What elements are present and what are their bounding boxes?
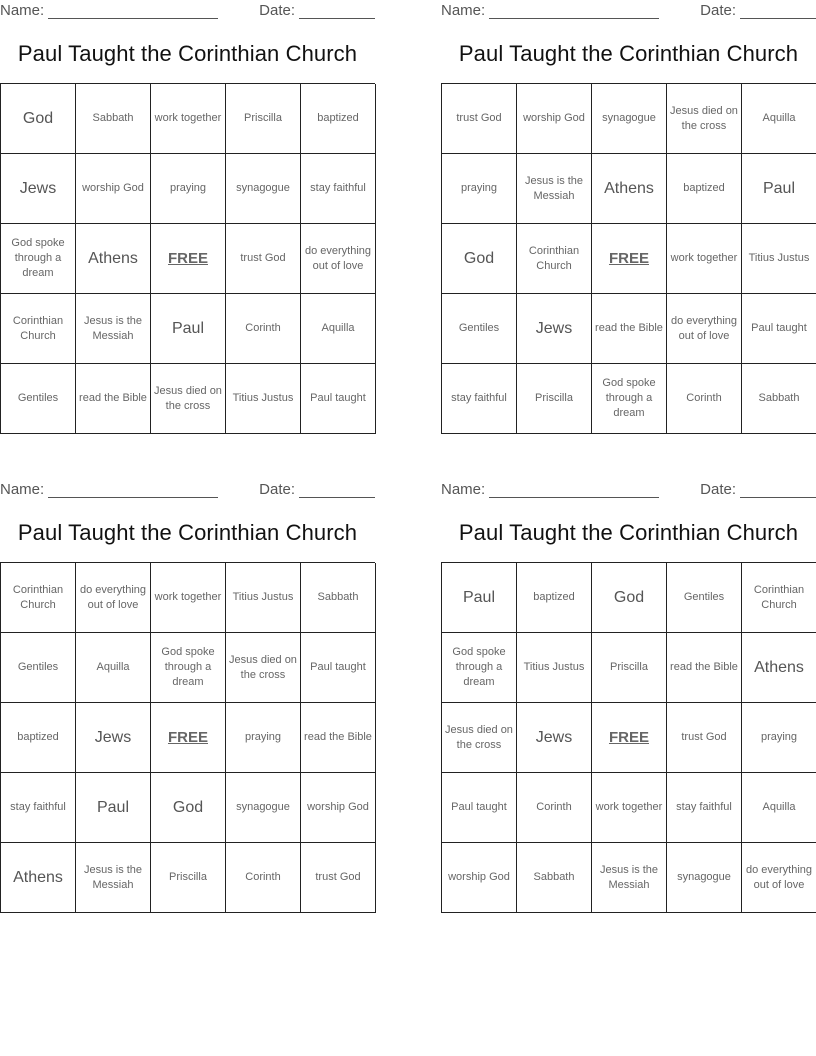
bingo-cell[interactable]: worship God xyxy=(517,84,592,154)
bingo-cell[interactable]: Priscilla xyxy=(226,84,301,154)
bingo-cell[interactable]: Gentiles xyxy=(1,364,76,434)
bingo-cell[interactable]: work together xyxy=(151,563,226,633)
bingo-cell[interactable]: read the Bible xyxy=(592,294,667,364)
card-header xyxy=(441,479,816,501)
card-header xyxy=(0,479,375,501)
bingo-cell[interactable]: work together xyxy=(151,84,226,154)
bingo-cell[interactable]: do everything out of love xyxy=(301,224,376,294)
bingo-cell[interactable]: Jesus is the Messiah xyxy=(592,843,667,913)
card-title: Paul Taught the Corinthian Church xyxy=(17,41,358,66)
card-header xyxy=(0,0,375,22)
bingo-cell[interactable]: Jews xyxy=(1,154,76,224)
bingo-cell[interactable]: read the Bible xyxy=(301,703,376,773)
bingo-cell[interactable]: Sabbath xyxy=(742,364,816,434)
bingo-cell[interactable]: trust God xyxy=(301,843,376,913)
bingo-cell[interactable]: worship God xyxy=(301,773,376,843)
date-label: Date: xyxy=(259,481,295,498)
bingo-cell[interactable]: trust God xyxy=(442,84,517,154)
bingo-cell[interactable]: baptized xyxy=(301,84,376,154)
bingo-cell[interactable]: Jesus is the Messiah xyxy=(76,843,151,913)
bingo-cell[interactable]: Paul taught xyxy=(742,294,816,364)
bingo-card xyxy=(441,479,816,913)
bingo-cell[interactable]: worship God xyxy=(76,154,151,224)
bingo-cell[interactable]: Paul xyxy=(742,154,816,224)
bingo-cell[interactable]: stay faithful xyxy=(667,773,742,843)
bingo-cell[interactable]: Titius Justus xyxy=(517,633,592,703)
bingo-grid xyxy=(0,83,375,434)
bingo-cell[interactable]: Priscilla xyxy=(517,364,592,434)
bingo-cell[interactable]: Aquilla xyxy=(742,84,816,154)
bingo-cell[interactable]: Jesus is the Messiah xyxy=(76,294,151,364)
bingo-cell[interactable]: read the Bible xyxy=(76,364,151,434)
bingo-cell[interactable]: Jesus died on the cross xyxy=(667,84,742,154)
date-label: Date: xyxy=(700,2,736,19)
bingo-cell[interactable]: Gentiles xyxy=(442,294,517,364)
bingo-cell[interactable]: Paul xyxy=(76,773,151,843)
bingo-cell[interactable]: Corinthian Church xyxy=(1,563,76,633)
bingo-cell[interactable]: stay faithful xyxy=(301,154,376,224)
bingo-cell[interactable]: God spoke through a dream xyxy=(151,633,226,703)
bingo-cell[interactable]: Jesus died on the cross xyxy=(226,633,301,703)
bingo-card xyxy=(0,479,375,913)
bingo-cell[interactable]: do everything out of love xyxy=(742,843,816,913)
card-title: Paul Taught the Corinthian Church xyxy=(17,520,358,545)
date-label: Date: xyxy=(259,2,295,19)
name-blank-line[interactable] xyxy=(48,18,218,19)
bingo-cell[interactable]: Paul taught xyxy=(301,364,376,434)
bingo-cell[interactable]: Titius Justus xyxy=(742,224,816,294)
bingo-cell[interactable]: praying xyxy=(151,154,226,224)
bingo-cell[interactable]: Sabbath xyxy=(301,563,376,633)
bingo-cell[interactable]: Corinth xyxy=(226,294,301,364)
bingo-cell[interactable]: Athens xyxy=(742,633,816,703)
bingo-cell[interactable]: Paul xyxy=(151,294,226,364)
bingo-cell[interactable]: Corinthian Church xyxy=(1,294,76,364)
bingo-cell[interactable]: God spoke through a dream xyxy=(1,224,76,294)
bingo-cell[interactable]: Titius Justus xyxy=(226,364,301,434)
bingo-cell[interactable]: read the Bible xyxy=(667,633,742,703)
name-blank-line[interactable] xyxy=(489,18,659,19)
bingo-cell[interactable]: Corinthian Church xyxy=(517,224,592,294)
bingo-cell[interactable]: Corinth xyxy=(517,773,592,843)
bingo-cell[interactable]: Jesus died on the cross xyxy=(151,364,226,434)
card-title: Paul Taught the Corinthian Church xyxy=(458,520,799,545)
date-blank-line[interactable] xyxy=(740,18,816,19)
card-header xyxy=(441,0,816,22)
date-label: Date: xyxy=(700,481,736,498)
bingo-cell[interactable]: Jesus is the Messiah xyxy=(517,154,592,224)
bingo-cell[interactable]: praying xyxy=(442,154,517,224)
bingo-cell[interactable]: Aquilla xyxy=(301,294,376,364)
bingo-cell[interactable]: Corinth xyxy=(226,843,301,913)
bingo-cell[interactable]: trust God xyxy=(667,703,742,773)
bingo-cell[interactable]: do everything out of love xyxy=(76,563,151,633)
bingo-cell[interactable]: Corinth xyxy=(667,364,742,434)
bingo-cell[interactable]: synagogue xyxy=(592,84,667,154)
bingo-cell[interactable]: Jews xyxy=(76,703,151,773)
date-field xyxy=(700,2,816,19)
bingo-cell[interactable]: work together xyxy=(592,773,667,843)
bingo-cell[interactable]: God xyxy=(151,773,226,843)
bingo-cell[interactable]: do everything out of love xyxy=(667,294,742,364)
bingo-cell[interactable]: God spoke through a dream xyxy=(592,364,667,434)
bingo-cell[interactable]: stay faithful xyxy=(442,364,517,434)
bingo-cell[interactable]: work together xyxy=(667,224,742,294)
bingo-cell[interactable]: Titius Justus xyxy=(226,563,301,633)
bingo-cell[interactable]: Athens xyxy=(76,224,151,294)
bingo-cell[interactable]: praying xyxy=(226,703,301,773)
bingo-cell[interactable]: Aquilla xyxy=(742,773,816,843)
bingo-cell[interactable]: God xyxy=(592,563,667,633)
bingo-cell[interactable]: God xyxy=(1,84,76,154)
free-space-cell[interactable]: FREE xyxy=(592,224,667,294)
bingo-cell[interactable]: baptized xyxy=(667,154,742,224)
bingo-cell[interactable]: Gentiles xyxy=(667,563,742,633)
date-blank-line[interactable] xyxy=(740,497,816,498)
date-blank-line[interactable] xyxy=(299,18,375,19)
name-field xyxy=(0,481,218,498)
date-blank-line[interactable] xyxy=(299,497,375,498)
name-label: Name: xyxy=(0,481,45,498)
bingo-cell[interactable]: God spoke through a dream xyxy=(442,633,517,703)
name-label: Name: xyxy=(0,2,45,19)
bingo-cell[interactable]: Paul taught xyxy=(442,773,517,843)
name-field xyxy=(441,481,659,498)
bingo-cell[interactable]: Jews xyxy=(517,703,592,773)
bingo-card xyxy=(0,0,375,434)
bingo-cell[interactable]: Paul xyxy=(442,563,517,633)
bingo-cell[interactable]: praying xyxy=(742,703,816,773)
bingo-cell[interactable]: worship God xyxy=(442,843,517,913)
free-space-cell[interactable]: FREE xyxy=(151,703,226,773)
bingo-cell[interactable]: synagogue xyxy=(226,154,301,224)
bingo-cell[interactable]: baptized xyxy=(517,563,592,633)
bingo-cell[interactable]: Sabbath xyxy=(517,843,592,913)
bingo-cell[interactable]: Athens xyxy=(592,154,667,224)
date-field xyxy=(259,481,375,498)
bingo-cell[interactable]: Aquilla xyxy=(76,633,151,703)
name-field xyxy=(441,2,659,19)
bingo-cell[interactable]: stay faithful xyxy=(1,773,76,843)
bingo-cell[interactable]: God xyxy=(442,224,517,294)
bingo-cell[interactable]: synagogue xyxy=(226,773,301,843)
bingo-cell[interactable]: Gentiles xyxy=(1,633,76,703)
free-space-cell[interactable]: FREE xyxy=(151,224,226,294)
bingo-grid xyxy=(0,562,375,913)
name-blank-line[interactable] xyxy=(48,497,218,498)
date-field xyxy=(700,481,816,498)
date-field xyxy=(259,2,375,19)
free-space-cell[interactable]: FREE xyxy=(592,703,667,773)
bingo-cell[interactable]: synagogue xyxy=(667,843,742,913)
bingo-grid xyxy=(441,83,816,434)
bingo-card xyxy=(441,0,816,434)
card-title: Paul Taught the Corinthian Church xyxy=(458,41,799,66)
bingo-grid xyxy=(441,562,816,913)
name-label: Name: xyxy=(441,481,486,498)
bingo-cell[interactable]: Jesus died on the cross xyxy=(442,703,517,773)
name-field xyxy=(0,2,218,19)
bingo-cell[interactable]: Corinthian Church xyxy=(742,563,816,633)
bingo-cell[interactable]: Priscilla xyxy=(592,633,667,703)
bingo-cell[interactable]: Athens xyxy=(1,843,76,913)
name-blank-line[interactable] xyxy=(489,497,659,498)
bingo-cell[interactable]: baptized xyxy=(1,703,76,773)
bingo-cell[interactable]: Priscilla xyxy=(151,843,226,913)
bingo-cell[interactable]: trust God xyxy=(226,224,301,294)
bingo-cell[interactable]: Sabbath xyxy=(76,84,151,154)
bingo-cell[interactable]: Paul taught xyxy=(301,633,376,703)
bingo-cell[interactable]: Jews xyxy=(517,294,592,364)
name-label: Name: xyxy=(441,2,486,19)
